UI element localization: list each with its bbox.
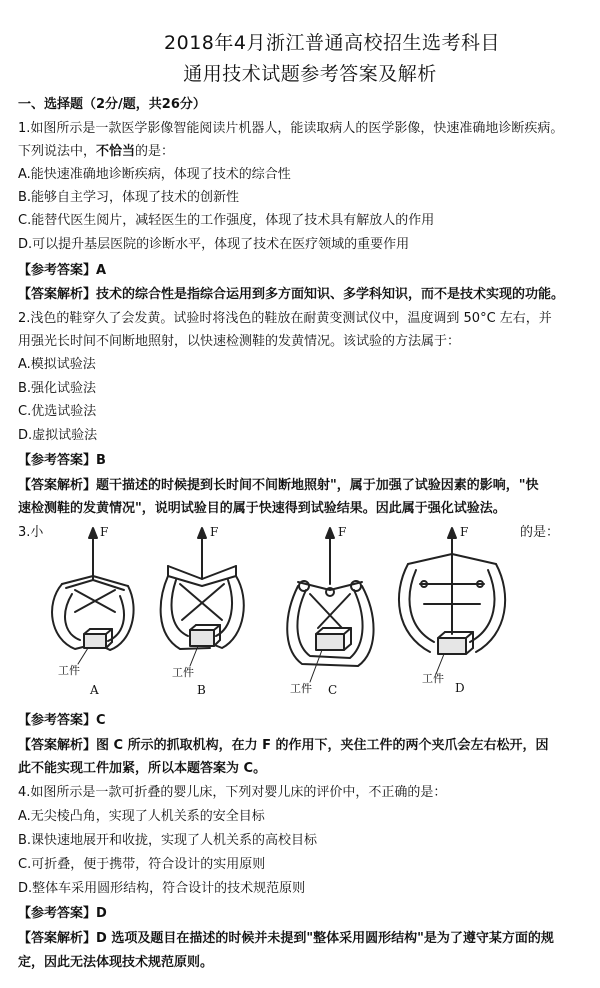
force-label-a: F [100,525,109,539]
gripper-b [161,528,244,649]
gripper-figure [40,524,580,704]
q2-option-b: B.强化试验法 [18,381,97,396]
q3-stem-right: 的是： [520,525,560,540]
q3-analysis-line2: 此不能实现工件加紧，所以本题答案为 C。 [18,761,267,776]
q4-stem: 4.如图所示是一款可折叠的婴儿床，下列对婴儿床的评价中，不正确的是： [18,785,447,800]
q4-option-b: B.课快速地展开和收拢，实现了人机关系的高校目标 [18,833,318,848]
gripper-a [52,528,134,650]
q1-option-b: B.能够自主学习，体现了技术的创新性 [18,190,240,205]
q1-analysis: 【答案解析】技术的综合性是指综合运用到多方面知识、多学科知识，而不是技术实现的功能。 [18,287,565,302]
option-label-b: B [197,683,206,697]
q4-option-a: A.无尖棱凸角，实现了人机关系的安全目标 [18,809,265,824]
q3-stem-left: 3.小 [18,525,44,540]
q1-stem-pre: 下列说法中， [18,144,97,159]
q2-answer: 【参考答案】B [18,453,106,468]
q2-option-d: D.虚拟试验法 [18,428,98,443]
q1-stem-emphasis: 不恰当 [96,144,136,159]
q4-option-d: D.整体车采用圆形结构，符合设计的技术规范原则 [18,881,306,896]
force-label-c: F [338,525,347,539]
q2-option-a: A.模拟试验法 [18,357,96,372]
q1-option-d: D.可以提升基层医院的诊断水平，体现了技术在医疗领域的重要作用 [18,237,410,252]
q4-analysis-line1: 【答案解析】D 选项及题目在描述的时候并未提到"整体采用圆形结构"是为了遵守某方面的规 [18,931,554,946]
option-label-a: A [90,683,99,697]
q4-answer: 【参考答案】D [18,906,107,921]
q2-stem-line1: 2.浅色的鞋穿久了会发黄。试验时将浅色的鞋放在耐黄变测试仪中，温度调到 50°C 左右，并 [18,311,552,326]
option-label-d: D [455,681,465,695]
document-title-line2: 通用技术试题参考答案及解析 [183,63,437,85]
workpiece-label-b: 工件 [172,666,194,679]
workpiece-label-d: 工件 [422,672,444,685]
document-title-line1: 2018年4月浙江普通高校招生选考科目 [164,32,500,54]
option-label-c: C [328,683,338,697]
q2-analysis-line1: 【答案解析】题干描述的时候提到长时间不间断地照射"，属于加强了试验因素的影响，"快 [18,478,539,493]
q3-analysis-line1: 【答案解析】图 C 所示的抓取机构，在力 F 的作用下，夹住工件的两个夹爪会左右松开，因 [18,738,549,753]
q1-stem-post: 的是： [135,144,175,159]
q1-stem-line1: 1.如图所示是一款医学影像智能阅读片机器人，能读取病人的医学影像，快速准确地诊断疾病。 [18,121,564,136]
q2-stem-line2: 用强光长时间不间断地照射，以快速检测鞋的发黄情况。该试验的方法属于： [18,334,461,349]
workpiece-label-a: 工件 [58,664,80,677]
q2-analysis-line2: 速检测鞋的发黄情况"，说明试验目的属于快速得到试验结果。因此属于强化试验法。 [18,501,506,516]
q1-stem-line2 [18,143,174,161]
force-label-b: F [210,525,219,539]
q1-answer: 【参考答案】A [18,263,107,278]
q4-option-c: C.可折叠，便于携带，符合设计的实用原则 [18,857,266,872]
q4-analysis-line2: 定，因此无法体现技术规范原则。 [18,955,214,970]
workpiece-label-c: 工件 [290,682,312,695]
q1-option-c: C.能替代医生阅片，减轻医生的工作强度，体现了技术具有解放人的作用 [18,213,435,228]
section-heading: 一、选择题（2分/题，共26分） [18,97,206,112]
gripper-d [399,528,505,654]
force-label-d: F [460,525,469,539]
q1-option-a: A.能快速准确地诊断疾病，体现了技术的综合性 [18,167,291,182]
gripper-c [287,528,373,666]
q2-option-c: C.优选试验法 [18,404,97,419]
q3-answer: 【参考答案】C [18,713,106,728]
